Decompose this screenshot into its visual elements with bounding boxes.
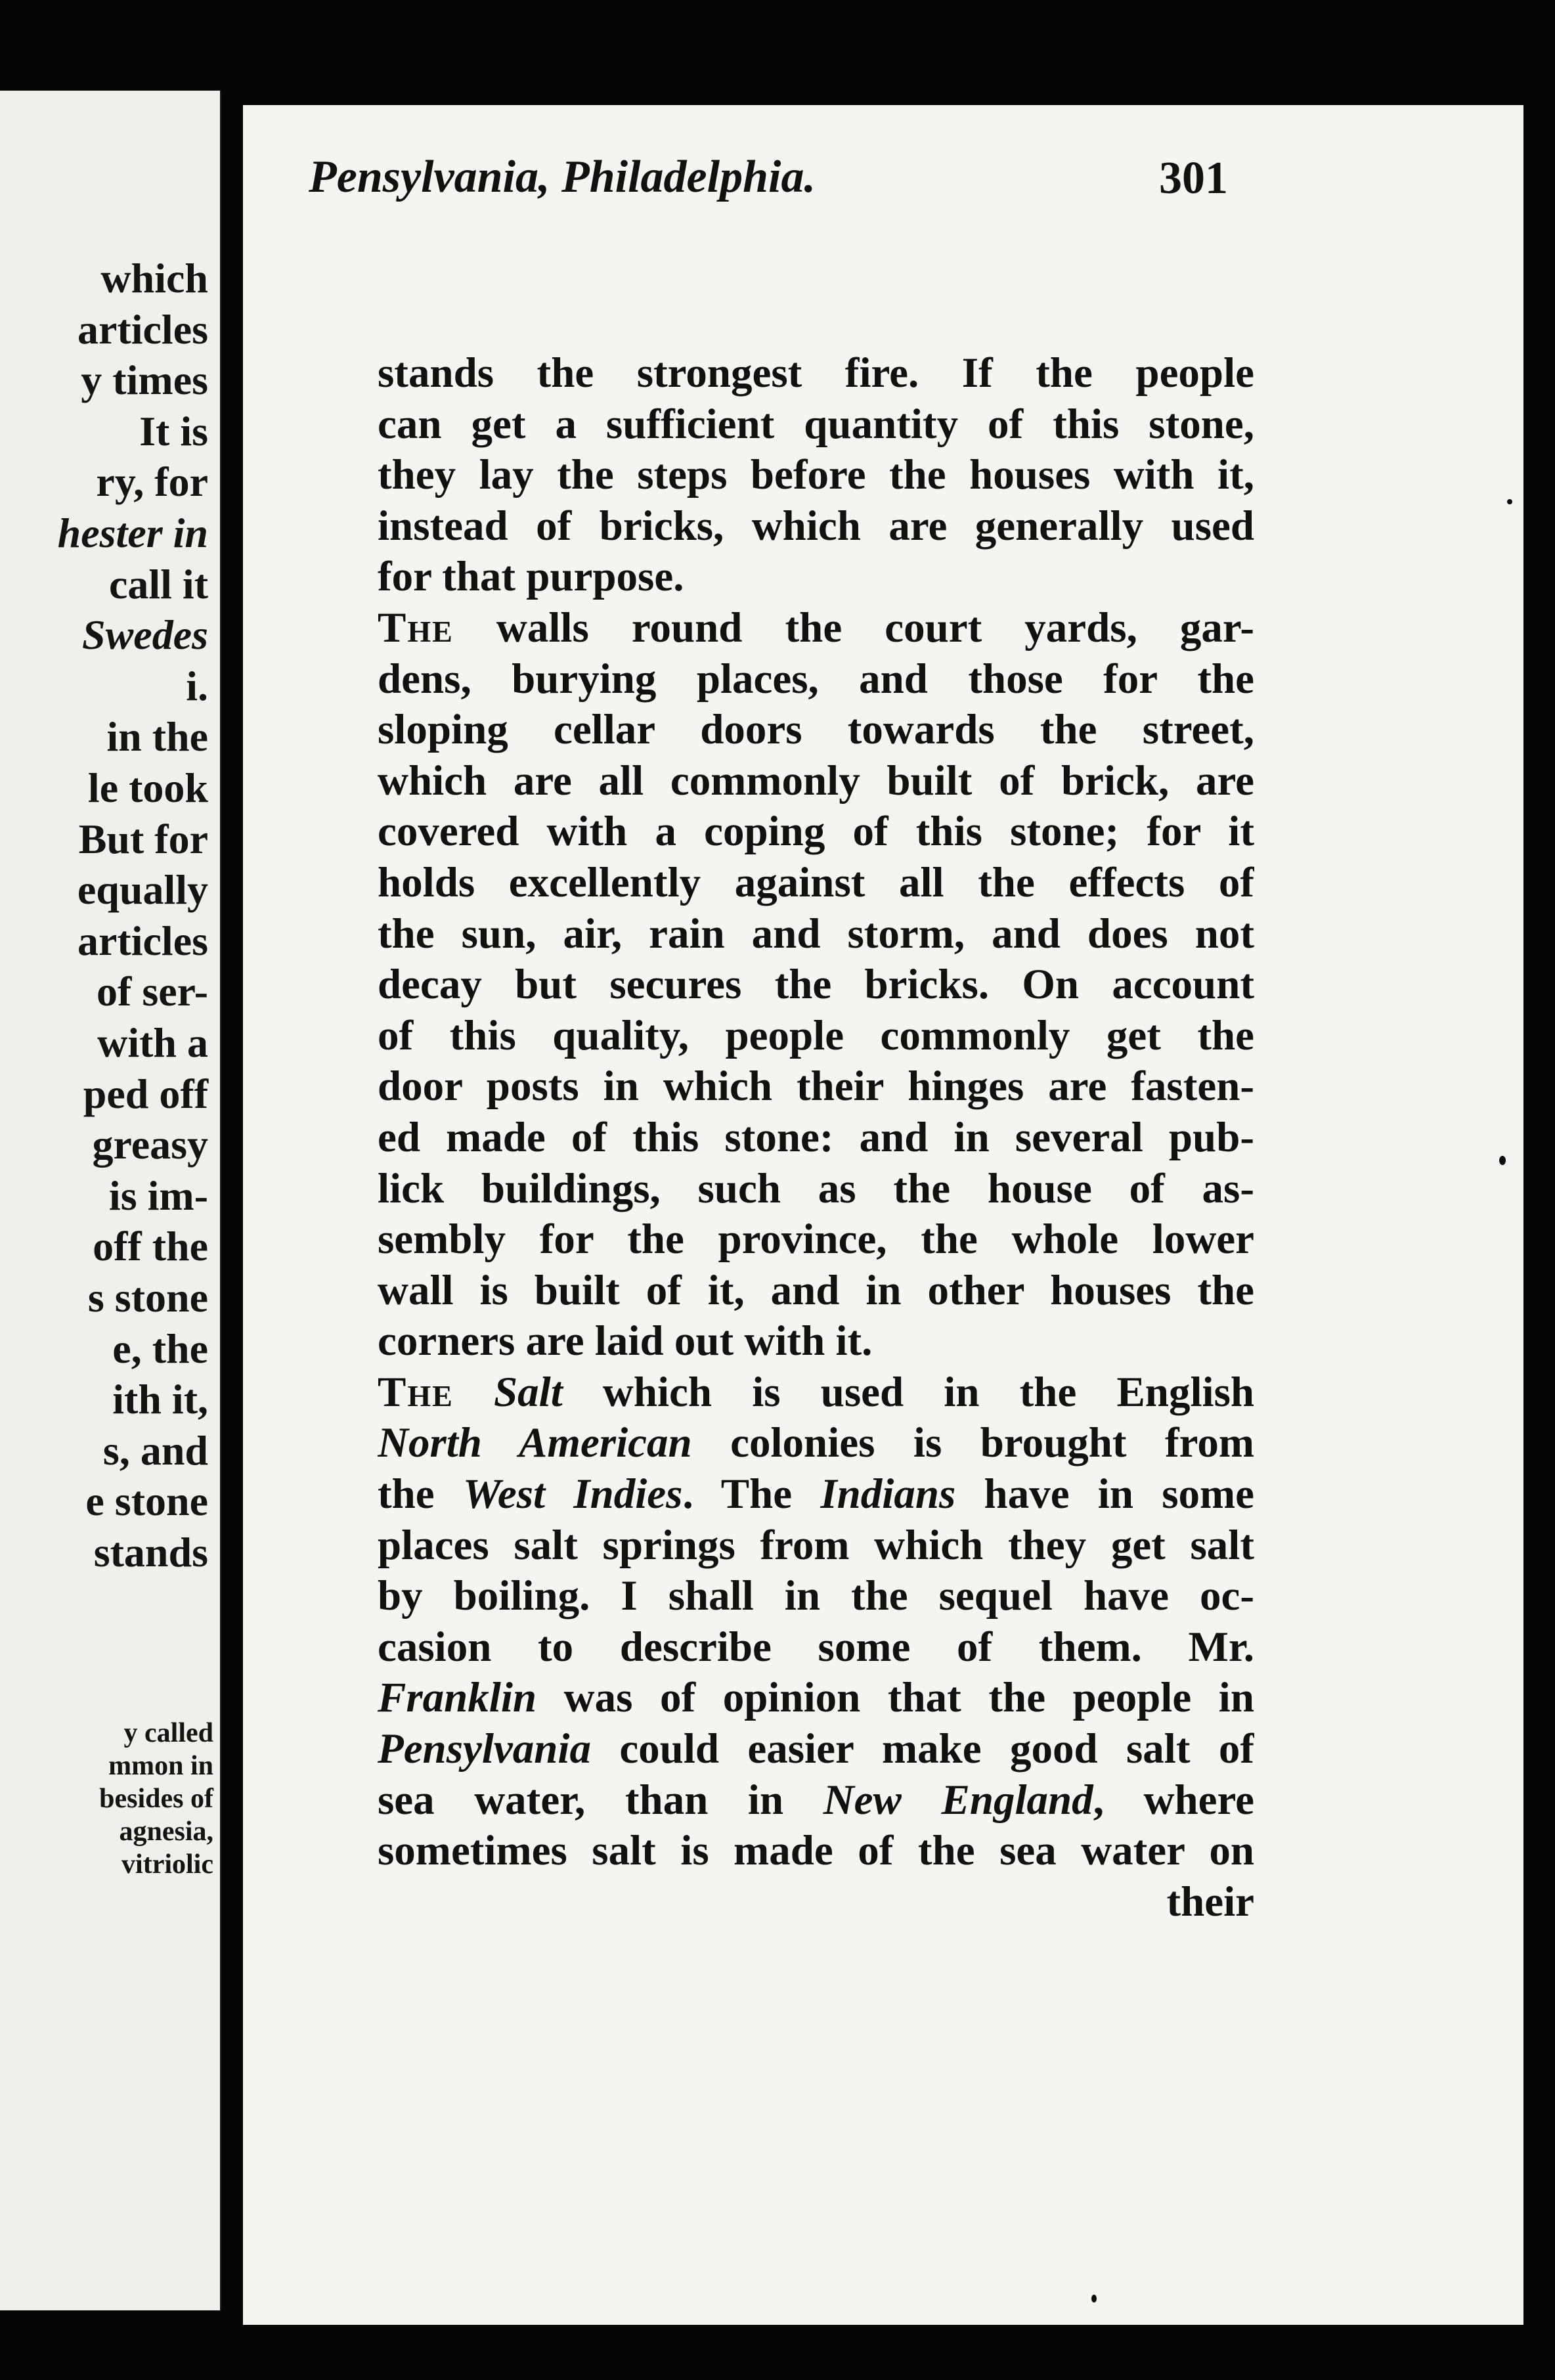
text-run: walls round the court yards, gar- [453, 604, 1254, 651]
text-line [378, 1418, 1254, 1469]
facing-page-line: y times [81, 357, 208, 404]
print-speck [1499, 1156, 1506, 1165]
text-line [378, 1520, 1254, 1572]
facing-page-line: which [100, 255, 208, 301]
text-line [378, 552, 1254, 603]
text-run: dens, burying places, and those for the [378, 655, 1254, 703]
text-line [378, 959, 1254, 1011]
facing-page-line: s stone [87, 1274, 208, 1321]
facing-page-line: But for [78, 815, 208, 862]
text-run: sometimes salt is made of the sea water on [378, 1827, 1254, 1875]
text-line [378, 1724, 1254, 1775]
text-line [378, 1164, 1254, 1215]
small-caps-run: The [378, 604, 454, 651]
italic-run: Indians [820, 1470, 956, 1518]
text-run: was of opinion that the people in [537, 1674, 1254, 1722]
running-head [309, 144, 1228, 204]
facing-page-line: articles [77, 305, 208, 353]
print-speck [1091, 2295, 1097, 2303]
italic-run: Salt [493, 1368, 563, 1416]
text-line [378, 1367, 1254, 1419]
text-line [378, 450, 1254, 501]
text-run: have in some [955, 1470, 1254, 1518]
facing-page-line: is im- [108, 1172, 208, 1219]
facing-page-footnote-line: vitriolic [121, 1849, 213, 1880]
text-line [378, 654, 1254, 705]
text-run: covered with a coping of this stone; for it [378, 808, 1254, 856]
facing-page-line: ith it, [112, 1376, 208, 1423]
text-line [378, 1571, 1254, 1622]
text-line [378, 1061, 1254, 1113]
facing-page-line: s, and [102, 1426, 208, 1474]
text-line [378, 1622, 1254, 1673]
facing-page-line: It is [139, 407, 208, 454]
facing-page-footnote-line: mmon in [108, 1751, 213, 1781]
text-run: holds excellently against all the effects of [378, 858, 1254, 906]
text-run: by boiling. I shall in the sequel have oc- [378, 1572, 1254, 1620]
text-run: decay but secures the bricks. On account [378, 961, 1254, 1009]
facing-page-line: i. [186, 662, 208, 709]
facing-page-line: e, the [112, 1325, 208, 1372]
facing-page-line: hester in [57, 510, 208, 556]
facing-page-line: with a [97, 1019, 208, 1066]
italic-run: Franklin [378, 1674, 537, 1722]
text-line [378, 909, 1254, 960]
facing-page-line: stands [93, 1529, 208, 1576]
text-run: the [378, 1470, 463, 1518]
text-run: door posts in which their hinges are fasten- [378, 1063, 1254, 1111]
text-run: instead of bricks, which are generally used [378, 502, 1254, 550]
text-line [378, 1826, 1254, 1877]
facing-page-line: articles [77, 917, 208, 964]
facing-page-fragment [0, 91, 221, 2310]
text-run: sea water, than in [378, 1776, 823, 1824]
text-line [378, 1316, 1254, 1367]
text-run: could easier make good salt of [590, 1725, 1254, 1773]
text-line [378, 348, 1254, 399]
text-run: can get a sufficient quantity of this stone, [378, 400, 1254, 448]
text-line [378, 1469, 1254, 1520]
facing-page-line: equally [77, 866, 208, 914]
text-run: colonies is brought from [691, 1419, 1254, 1467]
text-line [378, 1214, 1254, 1266]
facing-page-line: greasy [92, 1121, 208, 1168]
text-run: . The [682, 1470, 821, 1518]
facing-page-line: e stone [85, 1478, 208, 1525]
facing-page-line: le took [87, 764, 208, 811]
facing-page-line: Swedes [82, 611, 208, 659]
text-run: lick buildings, such as the house of as- [378, 1164, 1254, 1212]
facing-page-footnote-line: besides of [99, 1784, 213, 1814]
text-run: places salt springs from which they get salt [378, 1521, 1254, 1569]
text-line [378, 1775, 1254, 1826]
text-run: corners are laid out with it. [378, 1317, 873, 1365]
body-text [378, 348, 1254, 1928]
facing-page-line: ped off [83, 1070, 208, 1117]
text-run: their [1166, 1878, 1254, 1926]
text-line [378, 1673, 1254, 1724]
text-run: for that purpose. [378, 553, 684, 601]
text-line [378, 756, 1254, 807]
running-head-title: Pensylvania, Philadelphia. [309, 152, 816, 202]
text-run [454, 1369, 494, 1416]
text-line [378, 603, 1254, 654]
text-line [378, 399, 1254, 451]
text-run: wall is built of it, and in other houses the [378, 1266, 1254, 1314]
text-run: sloping cellar doors towards the street, [378, 706, 1254, 754]
facing-page-line: call it [108, 560, 208, 607]
facing-page-line: of ser- [97, 968, 208, 1015]
italic-run: New England [823, 1776, 1093, 1824]
text-line [378, 705, 1254, 756]
text-line [378, 806, 1254, 858]
print-speck [1507, 499, 1512, 504]
text-run: sembly for the province, the whole lower [378, 1216, 1254, 1264]
text-line [378, 1113, 1254, 1164]
text-run: they lay the steps before the houses with it, [378, 451, 1254, 499]
text-run: casion to describe some of them. Mr. [378, 1623, 1254, 1671]
text-line [378, 1877, 1254, 1928]
facing-page-footnote-line: y called [123, 1718, 213, 1748]
page-number: 301 [1159, 153, 1228, 204]
facing-page-line: ry, for [96, 458, 208, 506]
text-line [378, 501, 1254, 552]
facing-page-footnote-line: agnesia, [119, 1817, 213, 1847]
small-caps-run: The [378, 1368, 454, 1416]
facing-page-line: in the [106, 713, 208, 760]
text-run: which is used in the English [562, 1368, 1254, 1416]
text-run: , where [1093, 1776, 1254, 1824]
text-line [378, 1266, 1254, 1317]
text-run: of this quality, people commonly get the [378, 1011, 1254, 1059]
text-run: which are all commonly built of brick, are [378, 757, 1254, 804]
text-run: ed made of this stone: and in several pub- [378, 1113, 1254, 1161]
text-run: stands the strongest fire. If the people [378, 349, 1254, 397]
text-run: the sun, air, rain and storm, and does not [378, 910, 1254, 958]
facing-page-line: off the [93, 1223, 208, 1270]
italic-run: Pensylvania [378, 1725, 591, 1773]
italic-run: West Indies [462, 1470, 683, 1518]
text-line [378, 1011, 1254, 1062]
text-line [378, 858, 1254, 909]
italic-run: North American [378, 1419, 692, 1467]
